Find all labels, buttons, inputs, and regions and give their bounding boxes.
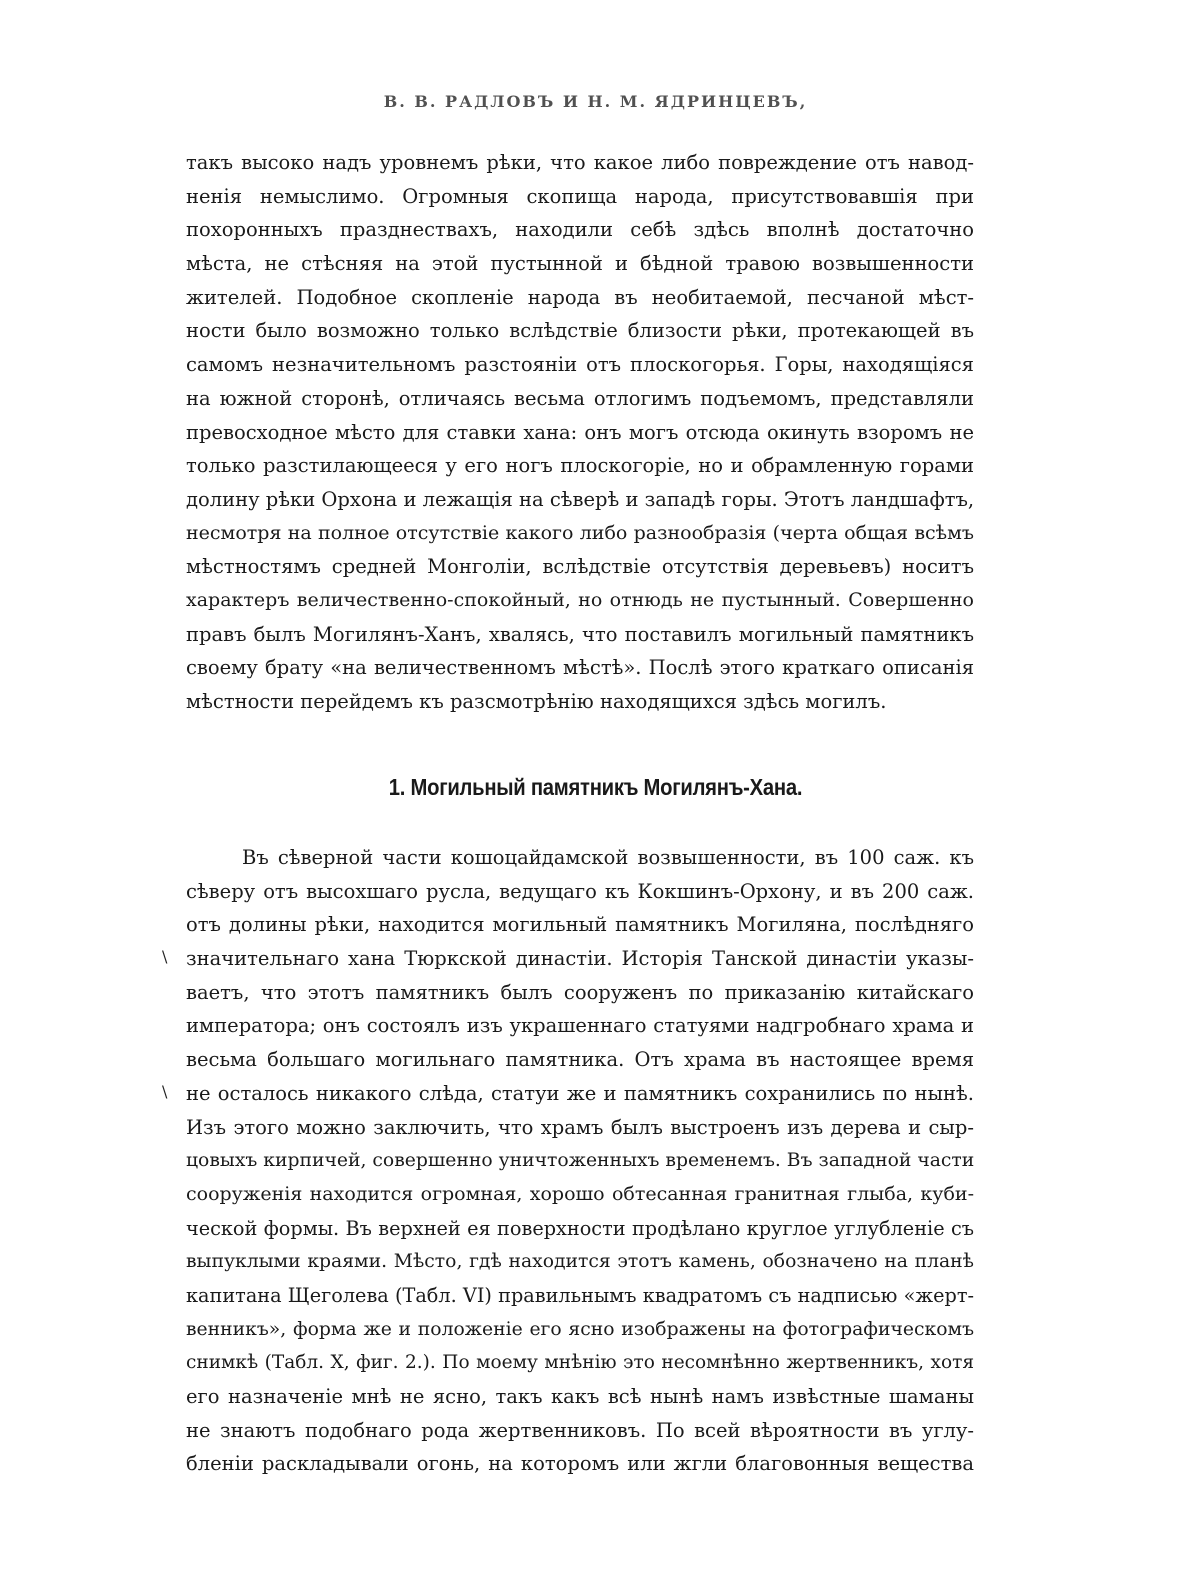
- paragraph-2: [186, 841, 974, 1481]
- text-line: ненія немыслимо. Огромныя скопища народа, присутствовавшія при: [186, 184, 974, 208]
- text-line: такъ высоко надъ уровнемъ рѣки, что какое либо повреждение отъ навод-: [186, 151, 974, 174]
- text-line: Въ сѣверной части кошоцайдамской возвышенности, въ 100 саж. къ: [242, 846, 974, 869]
- text-line: ности было возможно только вслѣдствіе близости рѣки, протекающей въ: [186, 319, 974, 343]
- text-line: только разстилающееся у его ногъ плоскогоріе, но и обрамленную горами: [186, 454, 974, 478]
- text-line: снимкѣ (Табл. X, фиг. 2.). По моему мнѣнію это несомнѣнно жертвенникъ, хотя: [186, 1352, 974, 1374]
- text-line: ческой формы. Въ верхней ея поверхности продѣлано круглое углубленіе съ: [186, 1216, 974, 1240]
- text-line: не осталось никакого слѣда, статуи же и памятникъ сохранились по нынѣ.: [186, 1081, 974, 1105]
- running-header: В. В. РАДЛОВЪ И Н. М. ЯДРИНЦЕВЪ,: [383, 92, 808, 111]
- text-line: венникъ», форма же и положеніе его ясно изображены на фотографическомъ: [186, 1318, 974, 1340]
- text-line: мѣстности перейдемъ къ разсмотрѣнію находящихся здѣсь могилъ.: [186, 690, 887, 713]
- text-line: бленіи раскладывали огонь, на которомъ или жгли благовонныя вещества: [186, 1452, 974, 1476]
- text-line: превосходное мѣсто для ставки хана: онъ могъ отсюда окинуть взоромъ не: [186, 420, 974, 444]
- text-line: мѣстностямъ средней Монголіи, вслѣдствіе отсутствія деревьевъ) носитъ: [186, 555, 974, 579]
- text-line: долину рѣки Орхона и лежащія на сѣверѣ и западѣ горы. Этотъ ландшафтъ,: [186, 487, 974, 511]
- margin-mark: \: [162, 947, 168, 966]
- text-line: весьма большаго могильнаго памятника. Отъ храма въ настоящее время: [186, 1048, 974, 1072]
- text-line: капитана Щеголева (Табл. VI) правильнымъ квадратомъ съ надписью «жерт-: [186, 1283, 974, 1307]
- text-line: самомъ незначительномъ разстояніи отъ плоскогорья. Горы, находящіяся: [186, 353, 974, 377]
- text-line: своему брату «на величественномъ мѣстѣ». Послѣ этого краткаго описанія: [186, 656, 974, 680]
- text-line: мѣста, не стѣсняя на этой пустынной и бѣдной травою возвышенности: [186, 252, 974, 276]
- text-line: выпуклыми краями. Мѣсто, гдѣ находится этотъ камень, обозначено на планѣ: [186, 1251, 974, 1273]
- margin-mark: \: [162, 1082, 168, 1101]
- text-line: на южной сторонѣ, отличаясь весьма отлогимъ подъемомъ, представляли: [186, 386, 974, 410]
- text-line: жителей. Подобное скопленіе народа въ необитаемой, песчаной мѣст-: [186, 285, 974, 309]
- text-line: похоронныхъ празднествахъ, находили себѣ здѣсь вполнѣ достаточно: [186, 218, 974, 242]
- text-line: цовыхъ кирпичей, совершенно уничтоженныхъ временемъ. Въ западной части: [186, 1150, 974, 1172]
- text-line: Изъ этого можно заключить, что храмъ былъ выстроенъ изъ дерева и сыр-: [186, 1115, 974, 1139]
- text-line: не знаютъ подобнаго рода жертвенниковъ. По всей вѣроятности въ углу-: [186, 1418, 974, 1442]
- text-line: значительнаго хана Тюркской династіи. Исторія Танской династіи указы-: [186, 947, 974, 971]
- text-line: императора; онъ состоялъ изъ украшеннаго статуями надгробнаго храма и: [186, 1014, 974, 1038]
- text-line: характеръ величественно-спокойный, но отнюдь не пустынный. Совершенно: [186, 588, 974, 611]
- text-line: сѣверу отъ высохшаго русла, ведущаго къ Кокшинъ-Орхону, и въ 200 саж.: [186, 879, 974, 903]
- text-line: ваетъ, что этотъ памятникъ былъ сооруженъ по приказанію китайскаго: [186, 980, 974, 1004]
- paragraph-1: [186, 146, 974, 719]
- text-line: несмотря на полное отсутствіе какого либо разнообразія (черта общая всѣмъ: [186, 521, 974, 544]
- text-line: правъ былъ Могилянъ-Ханъ, хвалясь, что поставилъ могильный памятникъ: [186, 622, 974, 646]
- text-line: его назначеніе мнѣ не ясно, такъ какъ всѣ нынѣ намъ извѣстные шаманы: [186, 1385, 974, 1408]
- text-line: отъ долины рѣки, находится могильный памятникъ Могиляна, послѣдняго: [186, 913, 974, 937]
- section-heading: 1. Могильный памятникъ Могилянъ-Хана.: [388, 774, 803, 800]
- text-line: сооруженія находится огромная, хорошо обтесанная гранитная глыба, куби-: [186, 1182, 974, 1205]
